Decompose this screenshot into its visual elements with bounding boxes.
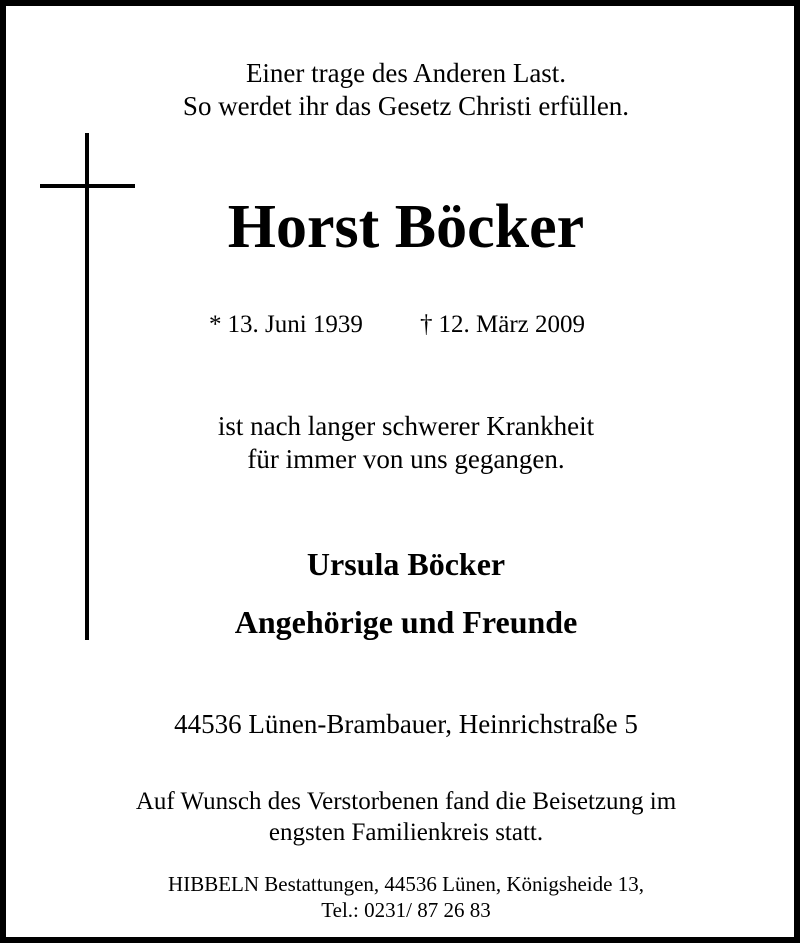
death-dagger-icon: † bbox=[420, 311, 433, 338]
mourner-name: Ursula Böcker bbox=[306, 546, 506, 582]
birth-date-text: 13. Juni 1939 bbox=[227, 311, 363, 338]
death-date-text: 12. März 2009 bbox=[438, 311, 585, 338]
mourner-relatives: Angehörige und Freunde bbox=[234, 604, 578, 640]
funeral-note-line-2: engsten Familienkreis statt. bbox=[268, 819, 544, 846]
birth-star-icon: * bbox=[209, 311, 222, 338]
funeral-note-line-1: Auf Wunsch des Verstorbenen fand die Beisetzung im bbox=[135, 788, 677, 815]
message-line-1: ist nach langer schwerer Krankheit bbox=[217, 411, 595, 441]
undertaker-address: HIBBELN Bestattungen, 44536 Lünen, Königsheide 13, bbox=[168, 872, 644, 896]
birth-date bbox=[209, 312, 363, 337]
message-line-2: für immer von uns gegangen. bbox=[247, 444, 565, 474]
undertaker-phone: Tel.: 0231/ 87 26 83 bbox=[321, 898, 491, 922]
mourner-address: 44536 Lünen-Brambauer, Heinrichstraße 5 bbox=[174, 709, 638, 739]
death-date bbox=[420, 312, 585, 337]
bible-verse-line-1: Einer trage des Anderen Last. bbox=[245, 58, 567, 88]
bible-verse-line-2: So werdet ihr das Gesetz Christi erfüllen. bbox=[182, 91, 630, 121]
deceased-name: Horst Böcker bbox=[227, 193, 585, 261]
cross-icon-crossbar bbox=[40, 184, 135, 188]
